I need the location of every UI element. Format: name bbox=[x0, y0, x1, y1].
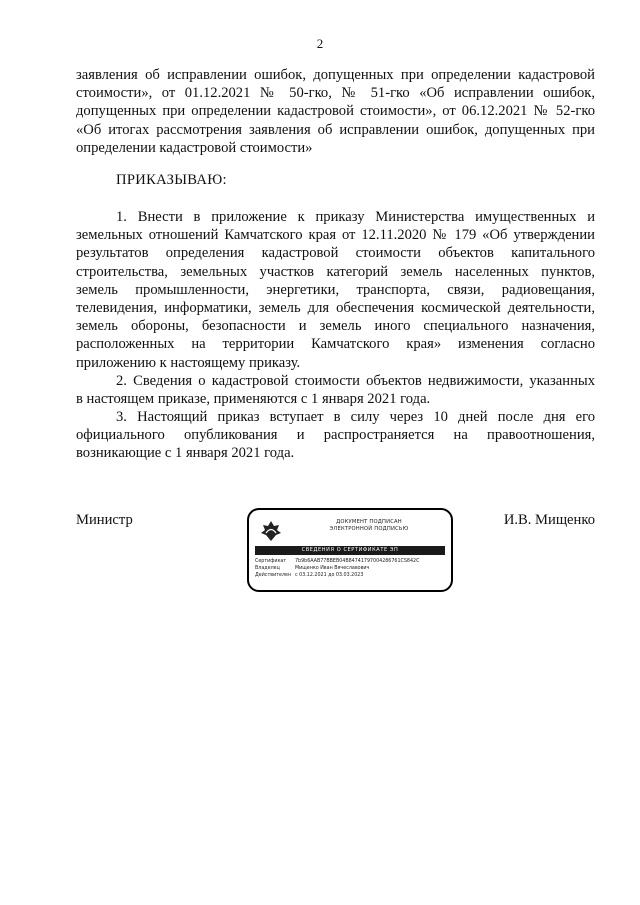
stamp-row bbox=[255, 558, 419, 565]
stamp-row-key: Действителен bbox=[255, 573, 292, 578]
signatory-position: Министр bbox=[76, 512, 133, 528]
stamp-header bbox=[309, 519, 429, 533]
order-heading: ПРИКАЗЫВАЮ: bbox=[116, 172, 227, 188]
stamp-header-line: ЭЛЕКТРОННОЙ ПОДПИСЬЮ bbox=[329, 526, 409, 532]
stamp-details bbox=[255, 558, 419, 579]
intro-paragraph bbox=[76, 66, 595, 157]
stamp-row-value: Мищенко Иван Вячеславович bbox=[295, 566, 370, 571]
stamp-row-value: 7b9b6AAB77BBEB04B84741797004286761CS842C bbox=[295, 559, 420, 564]
stamp-certificate-bar: СВЕДЕНИЯ О СЕРТИФИКАТЕ ЭП bbox=[255, 546, 445, 555]
stamp-row-key: Сертификат bbox=[255, 559, 287, 564]
text-line: земель обороны, безопасности и земель иного специального назначения, bbox=[76, 318, 595, 335]
item-1-paragraph bbox=[76, 208, 595, 372]
text-line: строительства, земельных участков категорий земель населенных пунктов, bbox=[76, 263, 595, 280]
text-line: в настоящем приказе, применяются с 1 января 2021 года. bbox=[76, 391, 431, 408]
text-line: 3. Настоящий приказ вступает в силу через 10 дней после дня его bbox=[116, 409, 595, 425]
text-line: стоимости», от 01.12.2021 № 50-гко, № 51-гко «Об исправлении ошибок, bbox=[76, 85, 595, 102]
page-number: 2 bbox=[316, 36, 324, 51]
item-2-paragraph bbox=[76, 372, 595, 408]
text-line: определении кадастровой стоимости» bbox=[76, 139, 313, 156]
text-line: 2. Сведения о кадастровой стоимости объектов недвижимости, указанных bbox=[116, 373, 595, 389]
text-line: официального опубликования и распространяется на правоотношения, bbox=[76, 427, 595, 444]
text-line: приложению к настоящему приказу. bbox=[76, 354, 301, 371]
electronic-signature-stamp bbox=[247, 508, 453, 592]
text-line: заявления об исправлении ошибок, допущенных при определении кадастровой bbox=[76, 67, 595, 83]
text-line: возникающие с 1 января 2021 года. bbox=[76, 445, 295, 462]
text-line: допущенных при определении кадастровой стоимости», от 06.12.2021 № 52-гко bbox=[76, 103, 595, 120]
stamp-row-value: с 03.12.2021 до 03.03.2023 bbox=[295, 573, 364, 578]
text-line: телевидения, информатики, земель для обеспечения космической деятельности, bbox=[76, 299, 595, 316]
text-line: земельных отношений Камчатского края от 12.11.2020 № 179 «Об утверждении bbox=[76, 227, 595, 244]
text-line: результатов определения кадастровой стоимости объектов капитального bbox=[76, 245, 595, 262]
stamp-row bbox=[255, 565, 419, 572]
stamp-row-key: Владелец bbox=[255, 566, 280, 571]
text-line: расположенных на территории Камчатского края» изменения согласно bbox=[76, 336, 595, 353]
text-line: «Об итогах рассмотрения заявления об исправлении ошибок, допущенных при bbox=[76, 121, 595, 138]
text-line: 1. Внести в приложение к приказу Министерства имущественных и bbox=[116, 209, 595, 225]
stamp-row bbox=[255, 572, 419, 579]
text-line: земель промышленности, энергетики, транспорта, связи, радиовещания, bbox=[76, 281, 595, 298]
item-3-paragraph bbox=[76, 408, 595, 463]
coat-of-arms-icon bbox=[260, 520, 282, 542]
signatory-name: И.В. Мищенко bbox=[503, 512, 595, 528]
stamp-header-line: ДОКУМЕНТ ПОДПИСАН bbox=[336, 519, 402, 525]
